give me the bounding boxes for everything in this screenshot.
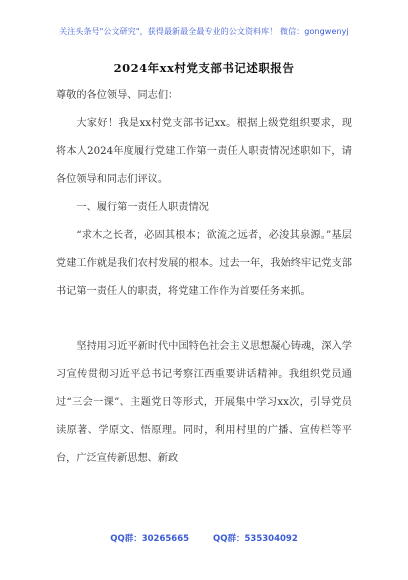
footer-qq-right[interactable]: QQ群：535304092 <box>213 534 298 544</box>
paragraph-party-building: “求木之长者，必固其根本；欲流之远者，必浚其泉源。”基层党建工作就是我们农村发展的根本。过去一年，我始终牢记党支部书记第一责任人的职责，将党建工作作为首要任务来抓。 <box>56 230 352 297</box>
footer-qq-left[interactable]: QQ群：30265665 <box>110 534 190 544</box>
section-heading: 一、履行第一责任人职责情况 <box>76 202 209 213</box>
header-promo-banner[interactable]: 关注头条号"公文研究"，获得最新最全最专业的公文资料库！ 微信：gongwenyj <box>59 27 349 36</box>
paragraph-introduction: 大家好！我是xx村党支部书记xx。根据上级党组织要求，现将本人2024年度履行党建工作第一责任人职责情况述职如下，请各位领导和同志们评议。 <box>56 118 352 185</box>
salutation: 尊敬的各位领导、同志们： <box>56 90 179 101</box>
paragraph-study: 坚持用习近平新时代中国特色社会主义思想凝心铸魂，深入学习宣传贯彻习近平总书记考察江西重要讲话精神。我组织党员通过“三会一课”、主题党日等形式，开展集中学习xx次，引导党员读原著、学原文、悟原理。同时，利用村里的广播、宣传栏等平台，广泛宣传新思想、新政 <box>56 341 352 464</box>
document-title: 2024年xx村党支部书记述职报告 <box>113 61 295 75</box>
footer-qq-groups <box>0 532 408 544</box>
